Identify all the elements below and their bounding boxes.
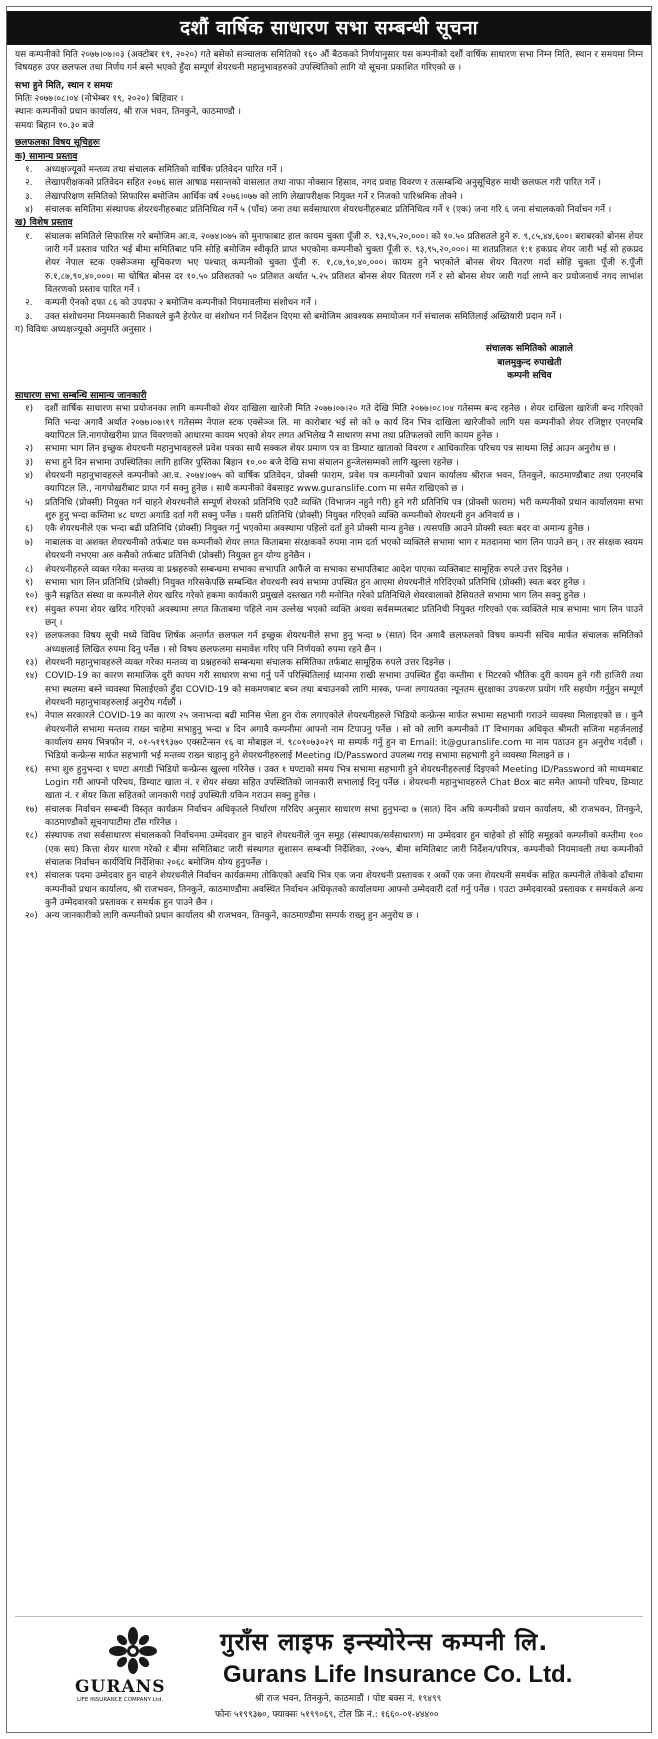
list-item bbox=[15, 870, 643, 910]
item-number: ६) bbox=[25, 524, 34, 535]
company-contact: फोनः ५१९९३७०, फ्याक्सः ५१९९०६९, टोल फ्रि नं.: १६६०-०१-४४४०० bbox=[215, 1710, 439, 1720]
list-item bbox=[15, 764, 643, 804]
list-item bbox=[15, 497, 643, 524]
item-text: दशौं वार्षिक साधारण सभा प्रयोजनका लागि कम्पनीको शेयर दाखिला खारेजी मिति २०७७।०७।२० गते देखि मिति २०७७।०८।०४ गतेसम्म बन्द रहनेछ । शेयर दाखिला खारेजी बन्द गरिएको मिति भन्दा अगावै अर्थात २०७७।०७।१९ गतेसम्म नेपाल स्टक एक्सेञ्ज लि. मा कारोबार भई सो को ७ कार्य दिन भित्र दाखिला खारेजीको लागि यस कम्पनीको शेयर रजिष्ट्रार एनएमबि क्यापिटल लि.नागपोखरीमा प्राप्त विवरणको आधारमा कायम भएको शेयर लगत अभिलेख नै साधारण सभा तथा प्रतिफलको लागि कायम हुनेछ । bbox=[45, 404, 643, 442]
list-item bbox=[15, 670, 643, 710]
item-text: उक्त संशोधनमा नियमनकारी निकायले कुनै हेरफेर वा संशोधन गर्न निर्देशन दिएमा सो बमोजिम आवश्यक समायोजन गर्न संचालक समितिलाई अख्तियारी प्रदान गर्ने । bbox=[45, 311, 562, 322]
list-item bbox=[15, 537, 643, 564]
item-number: ३) bbox=[25, 457, 34, 468]
list-item bbox=[15, 297, 643, 310]
item-number: २. bbox=[25, 178, 33, 189]
list-item bbox=[15, 523, 643, 536]
notice-page bbox=[6, 6, 652, 1733]
list-item bbox=[15, 564, 643, 577]
company-name-nepali: गुराँस लाइफ इन्स्योरेन्स कम्पनी लि. bbox=[220, 1628, 549, 1656]
item-text: एकै शेयरधनीले एक भन्दा बढी प्रतिनिधि (प्रोक्सी) नियुक्त गर्नु भएकोमा अवस्थामा पहिलो दर्ता हुने प्रोक्सी मान्य हुनेछ । त्यसपछि आउने प्रोक्सी स्वतः बदर वा अमान्य हुनेछ । bbox=[45, 524, 590, 535]
item-text: लेखापरीक्षकको प्रतिवेदन सहित २०७६ साल आषाढ मसान्तको वासलात तथा नाफा नोक्सान हिसाव, नगद प्रवाह विवरण र तत्सम्बन्धि अनुसूचिहरु माथी छलफल गरी पारित गर्ने । bbox=[45, 178, 601, 189]
general-info-list bbox=[15, 403, 643, 923]
item-text: सभा शुरु हुनुभन्दा १ घण्टा अगाडी भिडियो कन्फ्रेन्स खुल्ला गरिनेछ । उक्त १ घण्टाको समय भित्र सभामा सहभागी हुने शेयरधनीहरुलाई दिइएको Meeting ID/Password को माध्यमबाट Login गरी आफ्नो परिचय, डिम्याट खाता नं. र शेयर संख्या सहित उपस्थितिको जानकारी सभालाई दिनु पर्नेछ । शेयरधनी महानुभावहरुले Chat Box बाट समेत आफ्नो परिचय, डिम्याट खाता नं. र शेयर किता सहितको जानकारी गराई उपस्थिती यकिन गराउन सक्नु हुनेछ । bbox=[45, 764, 643, 802]
item-number: १२) bbox=[25, 631, 38, 642]
item-text: सभा हुने दिन सभामा उपस्थितिका लागि हाजिर पुस्तिका बिहान १०.०० बजे देखि सभा संचालन हुन्जेलसम्मको लागि खुल्ला रहनेछ । bbox=[45, 457, 459, 468]
item-text: शेयरधनी महानुभावहरुले कम्पनीको आ.व. २०७४।०७५ को वार्षिक प्रतिवेदन, प्रोक्सी फाराम, प्रवेश पत्र कम्पनीको प्रधान कार्यालय श्रीराज भवन, तिनकुने, काठमाण्डौबाट तथा एनएमबि क्यापिटल लि., नागपोखरीबाट प्राप्त गर्न सक्नु हुनेछ । साथै कम्पनीको वेबसाइट www.guranslife.com मा समेत राखिएको छ । bbox=[45, 471, 643, 495]
item-text: छलफलका विषय सूची मध्ये विविध शिर्षक अन्तर्गत छलफल गर्न इच्छुक शेयरधनीले सभा हुनु भन्दा ७ (सात) दिन अगावै छलफलको विषय कम्पनी सचिव मार्फत संचालक समितिको अध्यक्षलाई लिखित रुपमा दिनु पर्नेछ । सो विषय छलफलमा समावेश गरिए पनि निर्णयको रुपमा रहने छैन । bbox=[45, 631, 643, 655]
item-text: शेयरधनीहरुले व्यक्त गरेका मन्तव्य वा प्रश्नहरुको सम्बन्धमा सभाका सभापति आफैंले वा सभाका सभापतिबाट आदेश पाएका व्यक्तिबाट सामूहिक रुपले उत्तर दिइनेछ । bbox=[45, 564, 569, 575]
item-text: शेयरधनी महानुभावहरुले व्यक्त गरेका मन्तव्य वा प्रश्नहरुको सम्बन्धमा संचालक समितिका तर्फबाट सामूहिक रुपले उत्तर दिइनेछ । bbox=[45, 657, 451, 668]
list-item bbox=[15, 657, 643, 670]
item-text: लेखापरिक्षण समितिको सिफारिस बमोजिम आर्थिक वर्ष २०७६।०७७ को लागि लेखापरीक्षक नियुक्त गर्ने र निजको पारिश्रमिक तोक्ने । bbox=[45, 191, 463, 202]
item-number: १०) bbox=[25, 591, 38, 602]
agenda-section bbox=[15, 137, 643, 337]
general-proposal-heading: क) सामान्य प्रस्ताव bbox=[15, 151, 78, 162]
logo-wordmark: GURANS bbox=[75, 1677, 166, 1697]
logo-subtitle: LIFE INSURANCE COMPANY Ltd. bbox=[77, 1697, 164, 1703]
item-text: नेपाल सरकारले COVID-19 का कारण २५ जनाभन्दा बढी मानिस भेला हुन रोक लगाएकोले शेयरधनीहरुले भिडियो कन्फ्रेन्स मार्फत सभामा सहभागी गराउने व्यवस्था मिलाइएको छ । कुनै शेयरधनीले सभामा मन्तव्य राख्न चाहेमा सभाहुनु भन्दा ४ दिन अगावै कम्पनीमा आफ्नो नाम टिपाउनु पर्नेछ । सो को लागि कम्पनीको IT विभागका अधिकृत श्रीमती सजिना महर्जनलाई कार्यालय समय भित्रफोन नं. ०१-५१९९३७० एक्सटेन्सन १६ वा मोबाइल नं. ९८०१०७३०२९ मा सम्पर्क गर्नु हुन वा Email: it@guranslife.com मा नाम पठाउन हुन अनुरोध गर्दछौं । भिडियो कन्फ्रेन्स मार्फत सहभागी भई मन्तव्य राख्न चाहानु हुने शेयरधनीहरुलाई Meeting ID/Password उपलब्ध गराइ सभामा सहभागी हुने व्यवस्था मिलाइने छ । bbox=[45, 711, 643, 762]
item-text: कम्पनी ऐनको दफा ८६ को उपदफा २ बमोजिम कम्पनीको नियमावलीमा संशोधन गर्ने । bbox=[45, 298, 318, 309]
list-item bbox=[15, 164, 643, 177]
item-number: ७) bbox=[25, 537, 34, 548]
meeting-time: समयः बिहान १०.३० बजे bbox=[15, 120, 94, 131]
item-text: प्रतिनिधि (प्रोक्सी) नियुक्त गर्न चाहने शेयरधनीले सम्पूर्ण शेयरको प्रतिनिधि एउटै व्यक्ति (विभाजन नहुने गरी) हुने गरी प्रतिनिधि पत्र (प्रोक्सी फाराम) भरी कम्पनीको प्रधान कार्यालयमा सभा शुरु हुनु भन्दा कम्तिमा ४८ घण्टा अगाडि दर्ता गरी सक्नु पर्नेछ । यसरी प्रतिनिधि (प्रोक्सी) नियुक्त गरिएको व्यक्ति कम्पनीको शेयरधनी हुन अनिवार्य छ । bbox=[45, 497, 643, 522]
list-item bbox=[15, 177, 643, 190]
item-number: ८) bbox=[25, 564, 34, 575]
item-text: संचालक समितिमा संस्थापक शेयरधनीहरुबाट प्रतिनिधित्व गर्ने ५ (पाँच) जना तथा सर्वसाधारण शेयरधनीहरुबाट प्रतिनिधित्व गर्ने १ (एक) जना गरि ६ जना संचालकको निर्वाचन गर्ने । bbox=[45, 204, 612, 215]
list-item bbox=[15, 457, 643, 470]
list-item bbox=[15, 191, 643, 204]
item-number: १६) bbox=[25, 764, 38, 775]
item-text: संचालक समितिले सिफारिस गरे बमोजिम आ.व. २०७४।०७५ को मुनाफाबाट हाल कायम चुक्ता पूँजी रु. ९३,९५,२०,०००। को १०.५० प्रतिशतले हुने रु. ९,८५,४४,६००। बराबरको बोनस शेयर जारी गर्ने प्रस्ताव पारित भई बीमा समितिबाट पनि सोहि बमोजिम स्वीकृति प्राप्त भएकोमा कम्पनीको चुक्ता पूँजी रु. ९३,९५,२०,०००। मा शतप्रतिशत १:१ हकप्रद शेयर जारी भई सो हकप्रद शेयर नेपाल स्टक एक्सेञ्जमा सूचिकरण भए पश्चात् कम्पनीको चुक्ता पूँजी रु. १,८७,९०,४०,०००। कायम हुने भएकोले बोनस शेयर वितरण गर्दा सोहि चुक्ता पूँजी रु.पूँजी रु.१,८७,९०,४०,०००। मा घोषित बोनस दर १०.५० प्रतिशतको ५० प्रतिशत अर्थात ५.२५ प्रतिशत बोनस शेयर वितरण गर्ने र सो बोनस शेयर जारी गर्दा लाग्ने कर प्रयोजनार्थ नगद लाभांश वितरणको प्रस्ताव पारित गर्ने । bbox=[45, 231, 643, 296]
list-item bbox=[15, 311, 643, 324]
general-proposal-list bbox=[15, 164, 643, 217]
item-text: नाबालक वा अशक्त शेयरधनीको तर्फबाट यस कम्पनीको शेयर लगत किताबमा संरक्षकको रुपमा नाम दर्ता भएको व्यक्तिले सभामा भाग र मतदानमा भाग लिन पाउने छन् । तर संरक्षक स्वयम शेयरधनी नभएमा अरु कसैको तर्फबाट प्रतिनिधी (प्रोक्सी) नियुक्त हुन योग्य हुनेछैन । bbox=[45, 537, 643, 562]
item-number: १३) bbox=[25, 657, 38, 668]
meeting-details bbox=[15, 80, 643, 133]
item-number: २०) bbox=[25, 911, 38, 922]
item-number: ३. bbox=[25, 191, 33, 202]
meeting-date: मितिः २०७७।०८।०४ (नोभेम्बर १९, २०२०) बिहिवार । bbox=[15, 94, 184, 105]
list-item bbox=[15, 443, 643, 456]
company-footer bbox=[15, 1616, 643, 1726]
signatory-name: बालमुकुन्द रुपाखेती bbox=[497, 357, 562, 368]
item-number: १४) bbox=[25, 671, 38, 682]
item-number: ५) bbox=[25, 497, 34, 508]
list-item bbox=[15, 804, 643, 831]
list-item bbox=[15, 577, 643, 590]
signature-block bbox=[15, 343, 643, 384]
item-text: संचालक पदमा उम्मेदवार हुन चाहने शेयरधनीले निर्वाचन कार्यक्रममा तोकिएको अवधि भित्र एक जना शेयरधनी प्रस्तावक र अर्को एक जना शेयरधनी समर्थक सहित कम्पनीले तोकेको ढाँचामा कम्पनीको प्रधान कार्यालय, श्री राजभवन, तिनकुने, काठमाण्डौमा अवस्थित निर्वाचन अधिकृतको कार्यालयमा आफ्नो उम्मेदवारी दर्ता गर्नु पर्नेछ । एउटा उम्मेदवारको प्रस्तावक र समर्थकले अन्य कुनै उम्मेदवारको प्रस्तावक र समर्थक हुन पाउने छैन । bbox=[45, 871, 643, 909]
list-item bbox=[15, 403, 643, 443]
item-number: १. bbox=[25, 164, 33, 175]
item-number: ४) bbox=[25, 471, 34, 482]
item-text: अध्यक्षज्यूको मन्तव्य तथा संचालक समितिको वार्षिक प्रतिवेदन पारित गर्ने । bbox=[45, 164, 283, 175]
company-name-english: Gurans Life Insurance Co. Ltd. bbox=[223, 1661, 573, 1688]
item-text: संचालक निर्वाचन सम्बन्धी विस्तृत कार्यक्रम निर्वाचन अधिकृतले निर्धारण गरिदिए अनुसार साधारण सभा हुनुभन्दा ७ (सात) दिन अघि कम्पनीको प्रधान कार्यालय, श्री राजभवन, तिनकुने, काठमाण्डौको सूचनापाटीमा टाँस गरिनेछ । bbox=[45, 804, 643, 829]
item-number: १. bbox=[25, 231, 33, 242]
list-item bbox=[15, 910, 643, 923]
item-number: ३. bbox=[25, 311, 33, 322]
list-item bbox=[15, 590, 643, 603]
item-text: कुनै सङ्गठित संस्था वा कम्पनीले शेयर खरिद गरेको हकमा कार्यकारी प्रमुखले दस्तखत गरी मनोनित गरेको प्रतिनिधिले शेयरवालाको हैसियतले सभामा भाग लिन सक्नु हुनेछ । bbox=[45, 591, 586, 602]
meeting-place: स्थानः कम्पनीको प्रधान कार्यालय, श्री राज भवन, तिनकुने, काठमाण्डौ । bbox=[15, 107, 242, 118]
item-text: सभामा भाग लिन इच्छुक शेयरधनी महानुभावहरुले प्रवेश पत्रका साथै सक्कल शेयर प्रमाण पत्र वा डिम्याट खाताको विवरण र आधिकारिक परिचय पत्र साथमा लिई आउन अनुरोध छ । bbox=[45, 444, 616, 455]
company-logo bbox=[75, 1627, 195, 1713]
company-address: श्री राज भवन, तिनकुने, काठमाडौं । पोष्ट बक्स नं. १९४९९ bbox=[255, 1694, 442, 1704]
intro-paragraph: यस कम्पनीको मिति २०७७।०७।०३ (अक्टोबर १९, २०२०) गते बसेको सञ्चालक समितिको १६० औं बैठकको निर्णयानुसार यस कम्पनीको दशौं वार्षिक साधारण सभा निम्न मिति, स्थान र समयमा निम्न विषयहरु उपर छलफल तथा निर्णय गर्न बस्ने भएको हुँदा सम्पूर्ण शेयरधनी महानुभावहरुको उपस्थितिको लागि यो सूचना प्रकाशित गरिएको छ । bbox=[15, 50, 643, 74]
list-item bbox=[15, 630, 643, 657]
meeting-heading: सभा हुने मिति, स्थान र समयः bbox=[15, 80, 113, 91]
item-text: संयुक्त रुपमा शेयर खरिद गरिएको अवस्थामा लगत किताबमा पहिले नाम उल्लेख भएको व्यक्ति अथवा सर्वसम्मतबाट प्रतिनिधी नियुक्त गरिएको एक व्यक्तिले मात्र सभामा भाग लिन पाउने छन् । bbox=[45, 604, 643, 628]
item-text: अन्य जानकारीको लागि कम्पनीको प्रधान कार्यालय श्री राजभवन, तिनकुने, काठमाण्डौमा सम्पर्क राख्नु हुन अनुरोध छ । bbox=[45, 911, 419, 922]
item-text: संस्थापक तथा सर्वसाधारण संचालकको निर्वाचनमा उम्मेदवार हुन चाहने शेयरधनीले जुन समूह (संस्थापक/सर्वसाधारण) मा उम्मेदवार हुन चाहेको हो सोहि समूहको कम्पनीको कम्तीमा १०० (एक सय) कित्ता शेयर धारण गरेको र बीमा समितिबाट जारी संस्थागत सुशासन सम्बन्धी निर्देशिका, २०७५, बीमा समितिबाट जारी निर्देशन/परिपत्र, कम्पनीको नियमावली तथा कम्पनीको संचालक निर्वाचन कार्यविधि निर्देशिका २०६८ बमोजिम योग्य हुनुपर्नेछ । bbox=[45, 831, 643, 869]
list-item bbox=[15, 470, 643, 497]
misc-item: ग) विविधः अध्यक्षज्यूको अनुमति अनुसार । bbox=[15, 325, 152, 336]
flower-logo-icon bbox=[103, 1627, 163, 1675]
notice-title: दशौं वार्षिक साधारण सभा सम्बन्धी सूचना bbox=[7, 11, 651, 45]
item-number: ९) bbox=[25, 577, 34, 588]
item-number: १९) bbox=[25, 871, 38, 882]
special-proposal-list bbox=[15, 231, 643, 324]
general-info-heading: साधारण सभा सम्बन्धि सामान्य जानकारी bbox=[15, 390, 147, 401]
list-item bbox=[15, 604, 643, 631]
item-text: COVID-19 का कारण सामाजिक दुरी कायम गरी साधारण सभा गर्नु पर्ने परिस्थितिलाई ध्यानमा राखी सभामा उपस्थित हुँदा कम्तीमा १ मिटरको भौतिक दुरी कायम हुने गरी हाजिरी तथा सभा स्थलमा बस्ने व्यवस्था मिलाईएको हुँदा COVID-19 को सकमणबाट बच्न तथा बचाउनको लागि मास्क, पन्जा लगायतका न्यूनतम सुरक्षाका उपकरण प्रयोग गरि सहयोग गर्नुहुन सम्पूर्ण शेयरधनी महानुभावहरुलाई अनुरोध गर्दछौं । bbox=[45, 671, 643, 708]
general-info-section bbox=[15, 390, 643, 924]
item-number: २. bbox=[25, 298, 33, 309]
item-number: २) bbox=[25, 444, 34, 455]
agenda-heading: छलफलका विषय सूचिहरुः bbox=[15, 138, 100, 149]
item-number: १५) bbox=[25, 711, 38, 722]
item-number: १८) bbox=[25, 831, 38, 842]
special-proposal-heading: ख) विशेष प्रस्ताव bbox=[15, 218, 73, 229]
item-text: सभामा भाग लिन प्रतिनिधि (प्रोक्सी) नियुक्त गरिसकेपछि सम्बन्धित शेयरधनी स्वयं सभामा उपस्थित हुन आएमा शेयरधनीले गरिदिएको प्रतिनिधि (प्रोक्सी) स्वतः बदर हुनेछ । bbox=[45, 577, 586, 588]
list-item bbox=[15, 710, 643, 763]
list-item bbox=[15, 204, 643, 217]
item-number: १७) bbox=[25, 804, 38, 815]
item-number: ११) bbox=[25, 604, 38, 615]
item-number: ४) bbox=[25, 204, 34, 215]
list-item bbox=[15, 830, 643, 870]
signatory-title: कम्पनी सचिव bbox=[507, 371, 552, 382]
list-item bbox=[15, 231, 643, 298]
item-number: १) bbox=[25, 404, 34, 415]
signature-authority: संचालक समितिको आज्ञाले bbox=[485, 344, 573, 355]
